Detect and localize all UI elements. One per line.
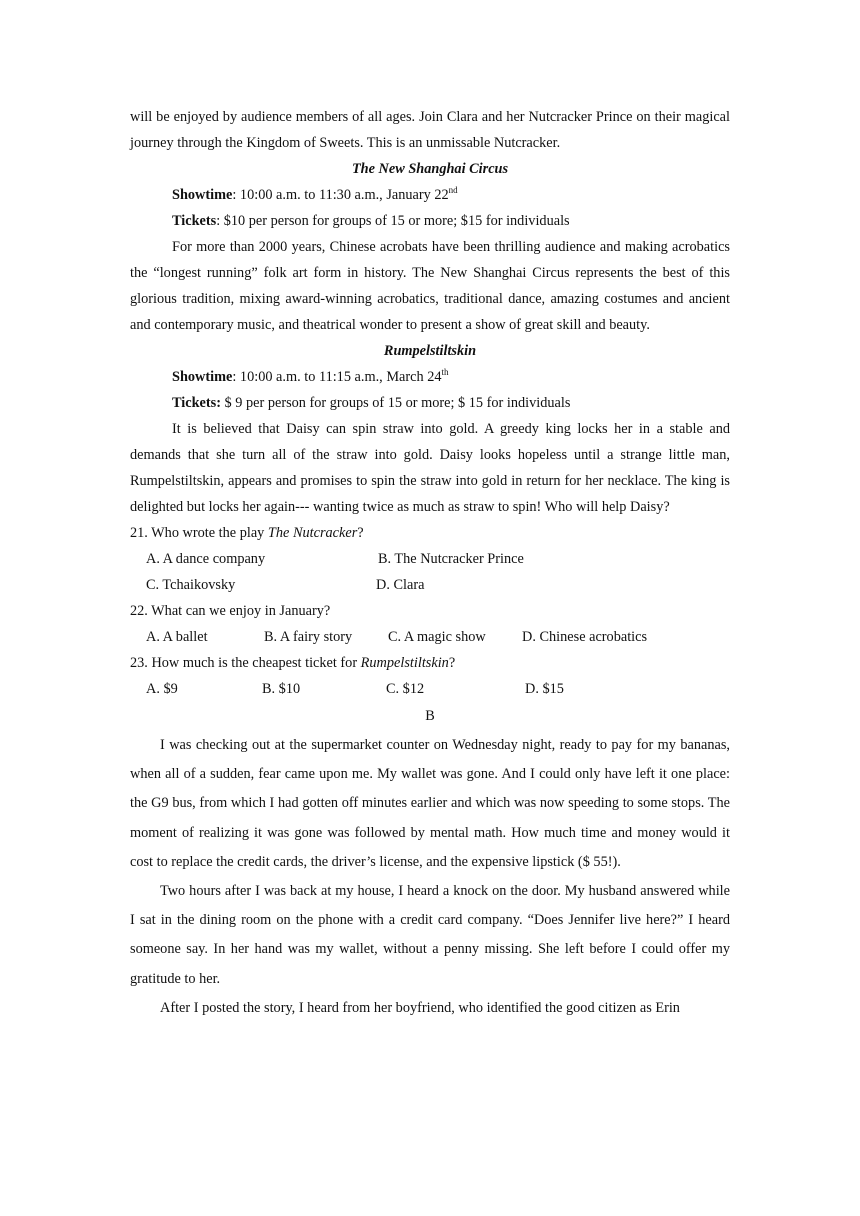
question-text: 23. How much is the cheapest ticket for <box>130 655 361 671</box>
passage-paragraph: I was checking out at the supermarket counter on Wednesday night, ready to pay for my bananas, when all of a sudden, fear came upon me. My wallet was gone. And I could only have left it one place: the G9 bus, from which I had gotten off minutes earlier and which was now speeding to some stops. The moment of realizing it was gone was followed by mental math. How much time and money would it cost to replace the credit cards, the driver’s license, and the expensive lipstick ($ 55!). <box>130 737 730 870</box>
question-23-options <box>130 676 730 702</box>
circus-tickets <box>130 208 730 234</box>
tickets-value: : $10 per person for groups of 15 or more; $15 for individuals <box>216 213 570 229</box>
question-21-options-row-1 <box>130 546 730 572</box>
tickets-label: Tickets: <box>172 395 221 411</box>
showtime-value: : 10:00 a.m. to 11:15 a.m., March 24 <box>232 369 442 385</box>
option-c: C. $12 <box>386 681 425 697</box>
tickets-value: $ 9 per person for groups of 15 or more; $ 15 for individuals <box>220 395 571 411</box>
rumpelstiltskin-tickets <box>130 390 730 416</box>
rumpelstiltskin-showtime <box>130 364 730 390</box>
rumpelstiltskin-title: Rumpelstiltskin <box>383 343 477 359</box>
question-22-options <box>130 624 730 650</box>
rumpelstiltskin-description: It is believed that Daisy can spin straw into gold. A greedy king locks her in a stable and demands that she turn all of the straw into gold. Daisy looks hopeless until a strange little man, Rumpelstiltskin, appears and promises to spin the straw into gold in return for her necklace. The king is delighted but locks her again--- wanting twice as much as straw to spin! Who will help Daisy? <box>130 421 730 515</box>
circus-showtime <box>130 182 730 208</box>
question-21 <box>130 520 730 546</box>
option-c: C. A magic show <box>388 629 486 645</box>
passage-paragraph: After I posted the story, I heard from her boyfriend, who identified the good citizen as Erin <box>160 999 680 1016</box>
option-d: D. $15 <box>525 681 564 697</box>
question-italic-title: Rumpelstiltskin <box>360 655 449 671</box>
showtime-suffix: th <box>441 367 449 378</box>
option-a: A. A ballet <box>146 629 208 645</box>
circus-title: The New Shanghai Circus <box>351 161 509 177</box>
option-a: A. $9 <box>146 681 178 697</box>
showtime-suffix: nd <box>448 185 458 196</box>
question-23 <box>130 650 730 676</box>
question-text: 21. Who wrote the play <box>130 525 268 541</box>
section-heading: B <box>425 708 435 724</box>
option-b: B. The Nutcracker Prince <box>378 551 524 567</box>
question-21-options-row-2 <box>130 572 730 598</box>
showtime-label: Showtime <box>172 187 233 203</box>
passage-paragraph: Two hours after I was back at my house, I heard a knock on the door. My husband answered while I sat in the dining room on the phone with a credit card company. “Does Jennifer live here?” I heard someone say. In her hand was my wallet, without a penny missing. She left before I could offer my gratitude to her. <box>130 883 730 987</box>
question-text: 22. What can we enjoy in January? <box>130 603 331 619</box>
tickets-label: Tickets <box>172 213 217 229</box>
question-end: ? <box>357 525 364 541</box>
nutcracker-description-end: will be enjoyed by audience members of all ages. Join Clara and her Nutcracker Prince on their magical journey through the Kingdom of Sweets. This is an unmissable Nutcracker. <box>130 109 730 151</box>
document-page <box>130 104 730 1023</box>
question-italic-title: The Nutcracker <box>267 525 358 541</box>
showtime-label: Showtime <box>172 369 233 385</box>
question-22 <box>130 598 730 624</box>
showtime-value: : 10:00 a.m. to 11:30 a.m., January 22 <box>232 187 449 203</box>
option-d: D. Chinese acrobatics <box>522 629 648 645</box>
question-end: ? <box>448 655 456 671</box>
option-a: A. A dance company <box>146 551 266 567</box>
option-c: C. Tchaikovsky <box>146 577 236 593</box>
option-b: B. $10 <box>262 681 301 697</box>
option-b: B. A fairy story <box>264 629 353 645</box>
circus-description: For more than 2000 years, Chinese acrobats have been thrilling audience and making acrobatics the “longest running” folk art form in history. The New Shanghai Circus represents the best of this glorious tradition, mixing award-winning acrobatics, traditional dance, amazing costumes and ancient and contemporary music, and theatrical wonder to present a show of great skill and beauty. <box>130 239 730 333</box>
option-d: D. Clara <box>376 577 425 593</box>
